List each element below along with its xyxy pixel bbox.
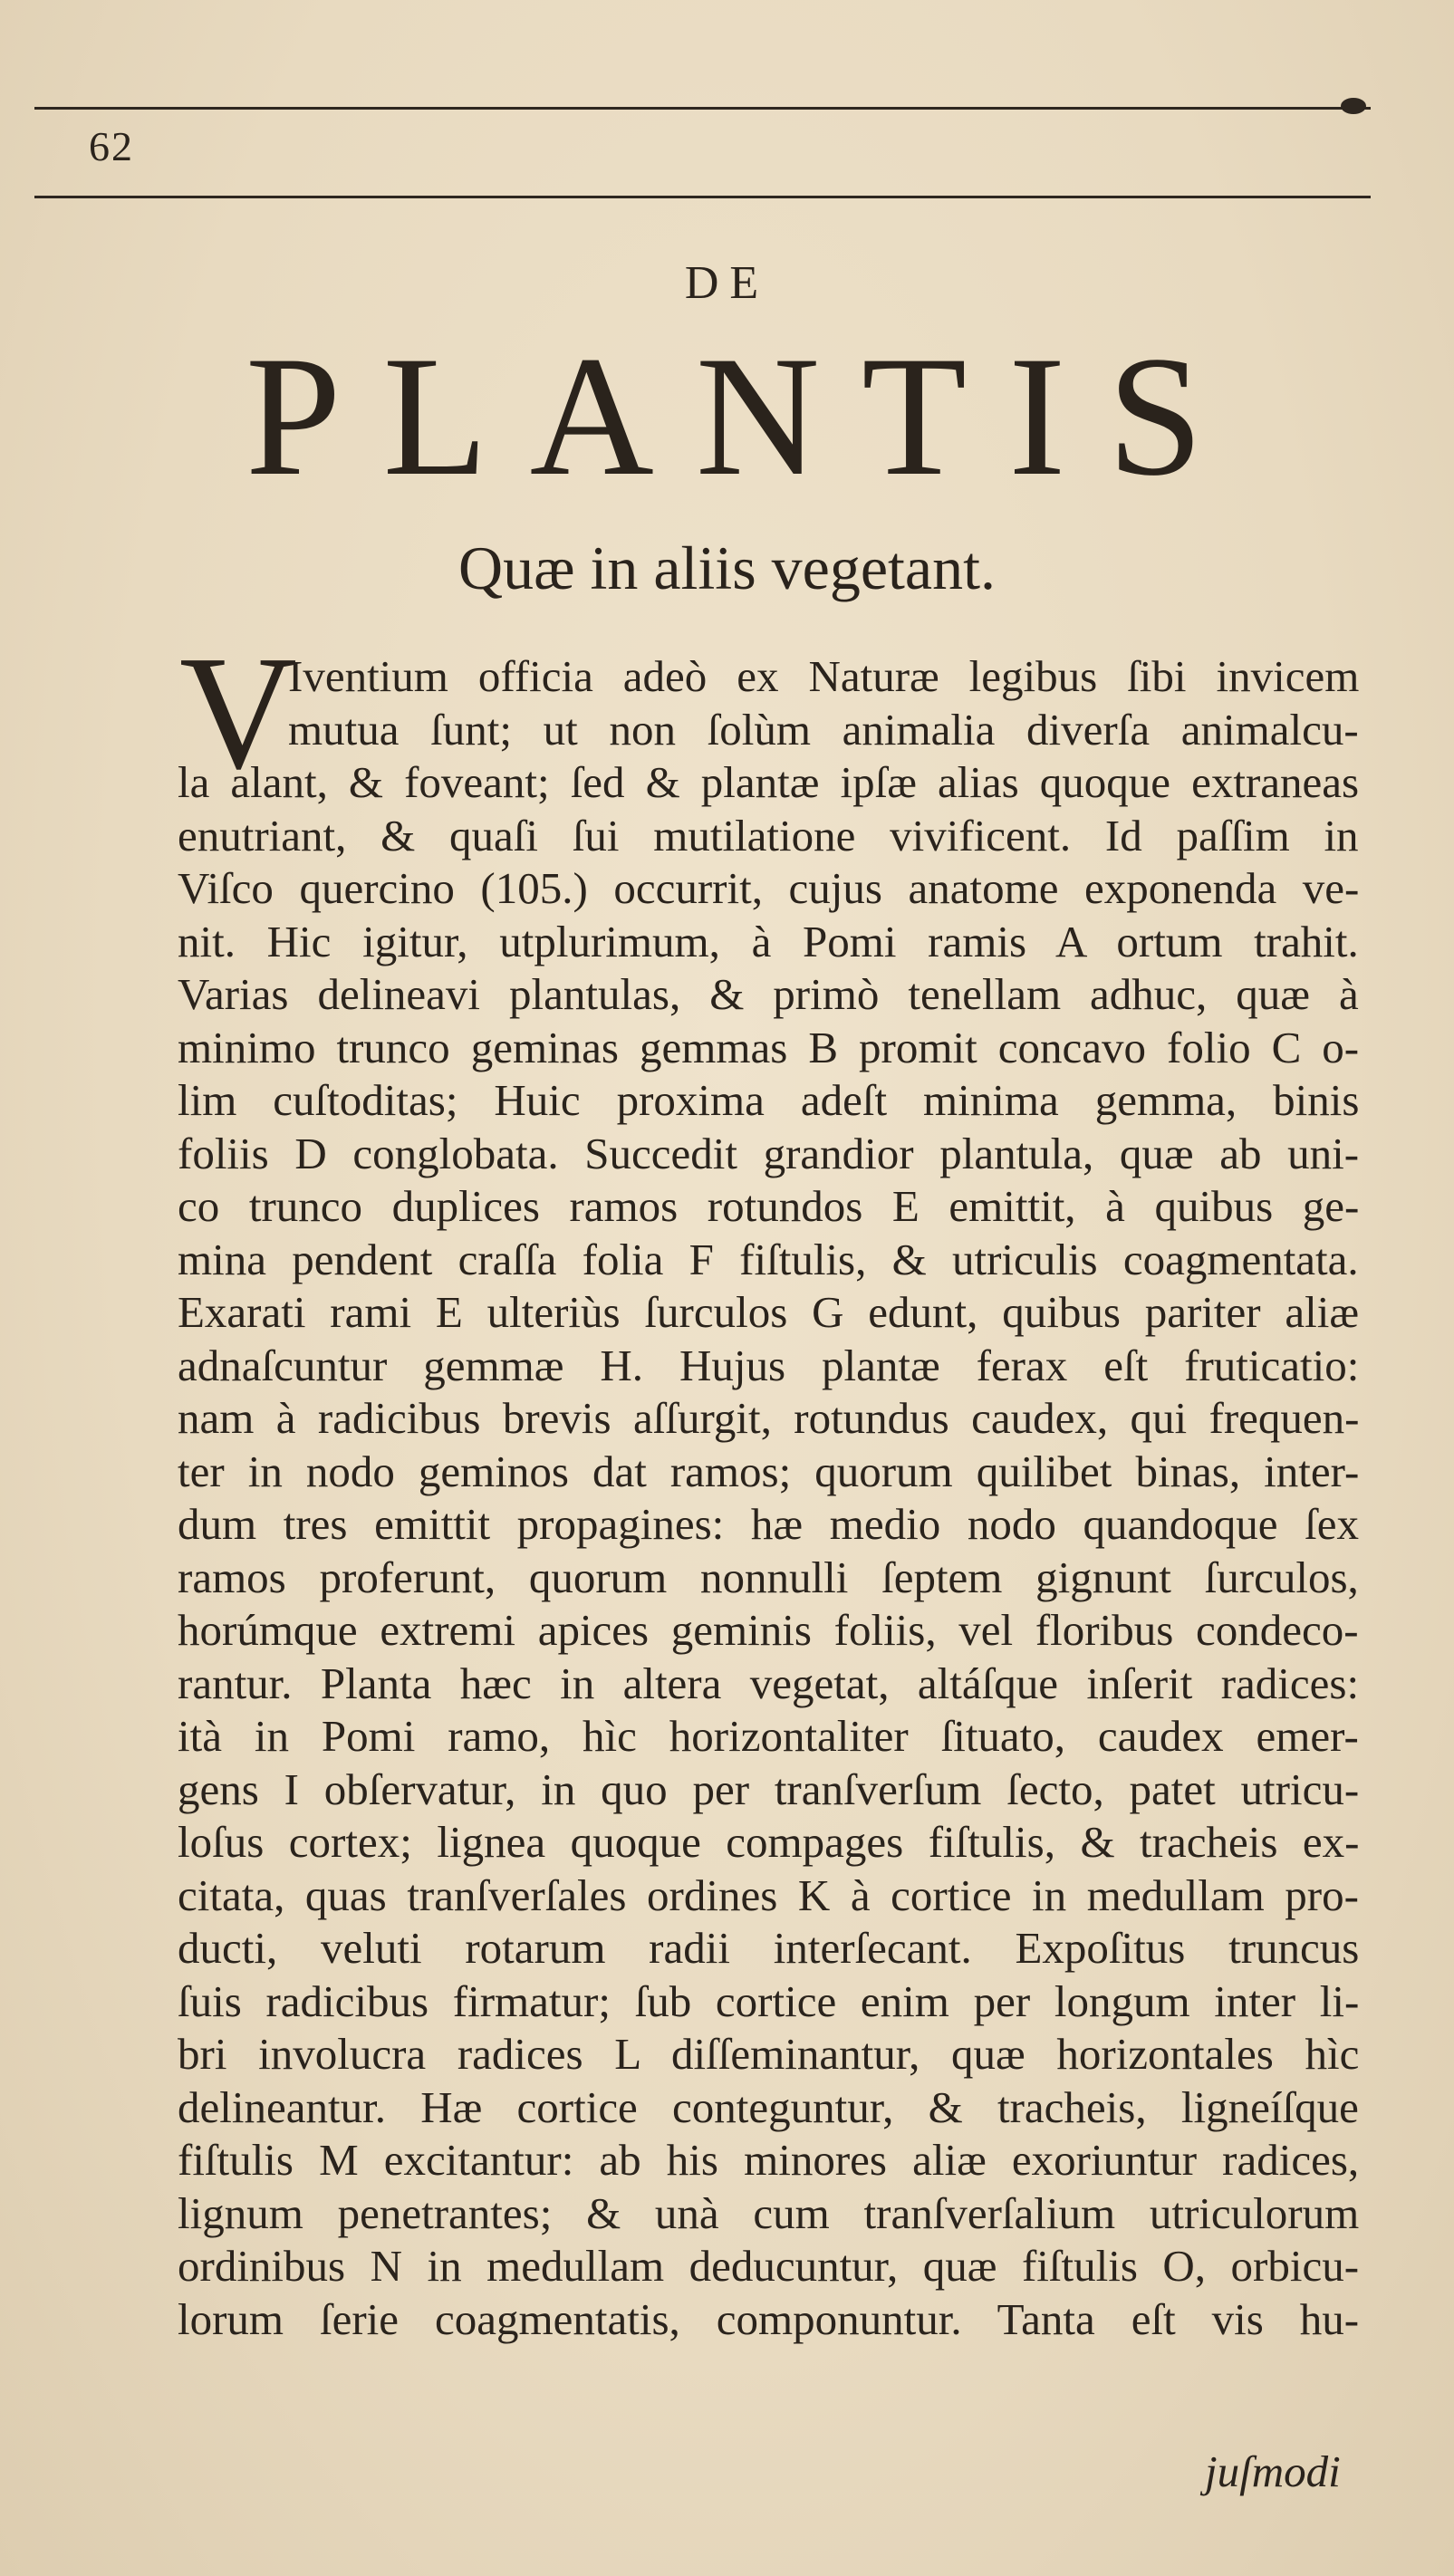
page-title: PLANTIS <box>245 322 1246 512</box>
body-line: ter in nodo geminos dat ramos; quorum quilibet binas, inter- <box>178 1446 1360 1496</box>
body-line: nam à radicibus brevis aſſurgit, rotundus caudex, qui frequen- <box>178 1393 1360 1443</box>
title-prefix: DE <box>684 257 770 309</box>
body-line: adnaſcuntur gemmæ H. Hujus plantæ ferax eſt fruticatio: <box>178 1340 1360 1390</box>
body-line: fiſtulis M excitantur: ab his minores aliæ exoriuntur radices, <box>178 2135 1360 2185</box>
body-line: foliis D conglobata. Succedit grandior plantula, quæ ab uni- <box>178 1128 1360 1178</box>
body-line: ità in Pomi ramo, hìc horizontaliter ſituato, caudex emer- <box>178 1711 1359 1761</box>
body-line: ducti, veluti rotarum radii interſecant. Expoſitus truncus <box>178 1923 1360 1973</box>
body-line: gens I obſervatur, in quo per tranſverſum ſecto, patet utricu- <box>178 1764 1360 1814</box>
body-line: loſus cortex; lignea quoque compages fiſtulis, & tracheis ex- <box>178 1817 1360 1867</box>
body-line: nit. Hic igitur, utplurimum, à Pomi ramis A ortum trahit. <box>178 916 1359 966</box>
body-line: delineantur. Hæ cortice conteguntur, & tracheis, ligneíſque <box>178 2081 1359 2132</box>
page-subtitle: Quæ in aliis vegetant. <box>457 533 996 602</box>
body-line: lorum ſerie coagmentatis, componuntur. Tanta eſt vis hu- <box>178 2293 1360 2344</box>
catchword: juſmodi <box>1205 2446 1341 2496</box>
body-line: co trunco duplices ramos rotundos E emittit, à quibus ge- <box>178 1181 1360 1231</box>
body-line: mutua ſunt; ut non ſolùm animalia diverſa animalcu- <box>288 704 1359 755</box>
body-line: ſuis radicibus firmatur; ſub cortice enim per longum inter li- <box>178 1975 1360 2026</box>
drop-cap: V <box>179 622 297 803</box>
body-line: Viſco quercino (105.) occurrit, cujus anatome exponenda ve- <box>178 863 1360 913</box>
header-rule-ornament <box>1341 98 1366 114</box>
body-line: ramos proferunt, quorum nonnulli ſeptem gignunt ſurculos, <box>178 1552 1359 1602</box>
body-line: la alant, & foveant; ſed & plantæ ipſæ alias quoque extraneas <box>178 757 1360 807</box>
body-line: Exarati rami E ulteriùs ſurculos G edunt, quibus pariter aliæ <box>178 1287 1360 1337</box>
page-number: 62 <box>89 123 134 169</box>
body-line: Iventium officia adeò ex Naturæ legibus ſibi invicem <box>288 651 1360 701</box>
body-line: enutriant, & quaſi ſui mutilatione vivificent. Id paſſim in <box>178 810 1359 860</box>
header-rule-top <box>34 107 1371 110</box>
body-line: rantur. Planta hæc in altera vegetat, altáſque inſerit radices: <box>178 1658 1360 1708</box>
header-rule-bottom <box>34 196 1371 198</box>
body-line: horúmque extremi apices geminis foliis, vel floribus condeco- <box>178 1605 1359 1655</box>
body-line: minimo trunco geminas gemmas B promit concavo folio C o- <box>178 1022 1360 1072</box>
body-line: lim cuſtoditas; Huic proxima adeſt minima gemma, binis <box>178 1075 1360 1125</box>
body-line: bri involucra radices L diſſeminantur, quæ horizontales hìc <box>178 2029 1360 2079</box>
body-line: lignum penetrantes; & unà cum tranſverſalium utriculorum <box>178 2187 1360 2238</box>
body-line: citata, quas tranſverſales ordines K à cortice in medullam pro- <box>178 1870 1359 1920</box>
body-line: Varias delineavi plantulas, & primò tenellam adhuc, quæ à <box>178 969 1359 1019</box>
body-line: ordinibus N in medullam deducuntur, quæ fiſtulis O, orbicu- <box>178 2241 1360 2291</box>
body-line: mina pendent craſſa folia F fiſtulis, & utriculis coagmentata. <box>178 1234 1359 1284</box>
body-line: dum tres emittit propagines: hæ medio nodo quandoque ſex <box>178 1499 1359 1549</box>
